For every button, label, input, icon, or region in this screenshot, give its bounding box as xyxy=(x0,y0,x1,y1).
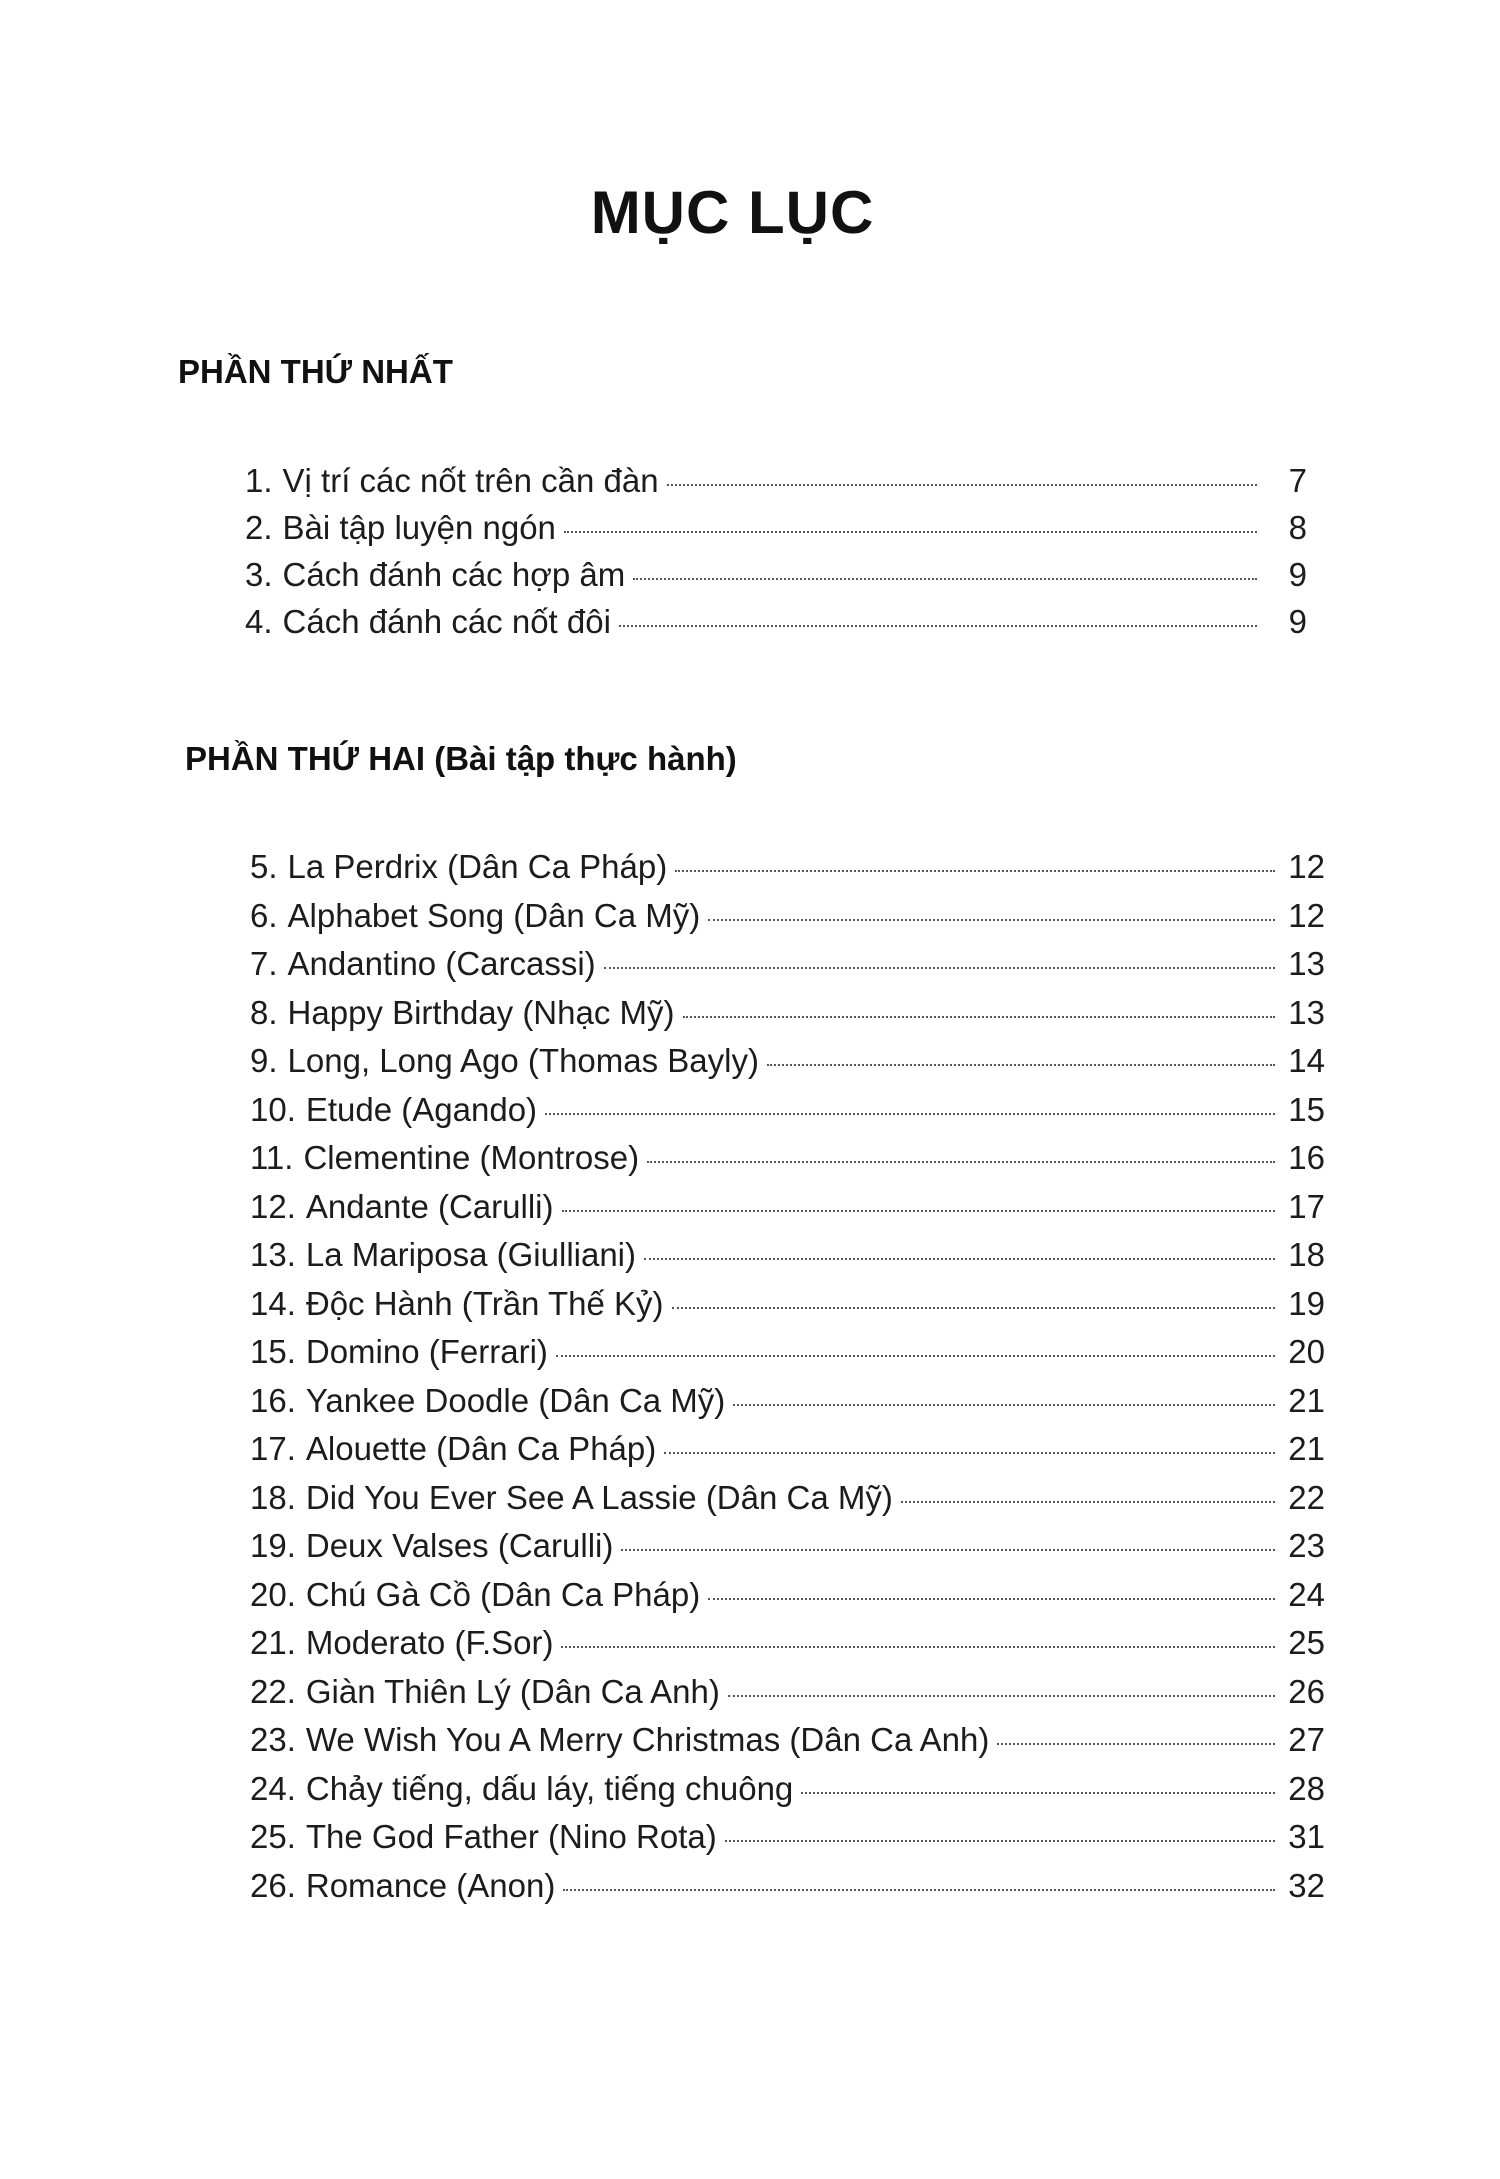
toc-entry-page-number: 13 xyxy=(1288,993,1325,1031)
dot-leader xyxy=(563,1889,1275,1891)
toc-entry-number: 6. xyxy=(250,896,278,934)
dot-leader xyxy=(733,1404,1275,1406)
toc-entry-title: Domino (Ferrari) xyxy=(305,1333,548,1370)
dot-leader xyxy=(556,1355,1275,1357)
dot-leader xyxy=(619,625,1257,627)
toc-entry-number: 22. xyxy=(250,1672,296,1710)
dot-leader xyxy=(621,1549,1275,1551)
toc-entry-page-number: 13 xyxy=(1288,945,1325,982)
toc-entry-number: 25. xyxy=(250,1818,296,1855)
toc-entry xyxy=(250,1236,1325,1285)
dot-leader xyxy=(683,1016,1276,1018)
toc-entry-page-number: 18 xyxy=(1288,1236,1325,1273)
section-heading-part-two: PHẦN THỨ HAI (Bài tập thực hành) xyxy=(185,740,737,777)
toc-entry-page-number: 12 xyxy=(1288,896,1325,934)
dot-leader xyxy=(562,1210,1276,1212)
dot-leader xyxy=(604,967,1275,969)
toc-entry xyxy=(250,1721,1325,1770)
toc-entry-page-number: 16 xyxy=(1288,1139,1325,1176)
toc-entry xyxy=(250,994,1325,1043)
toc-entry-page-number: 17 xyxy=(1288,1187,1325,1225)
toc-entry-page-number: 26 xyxy=(1288,1672,1325,1710)
toc-entry-title: The God Father (Nino Rota) xyxy=(305,1818,717,1855)
toc-entry xyxy=(250,1673,1325,1722)
toc-entry-page-number: 19 xyxy=(1288,1284,1325,1322)
toc-entry-number: 13. xyxy=(250,1236,296,1273)
toc-entry-number: 1. xyxy=(245,462,273,499)
toc-entry-title: Moderato (F.Sor) xyxy=(305,1624,554,1661)
toc-entry-number: 14. xyxy=(250,1284,296,1322)
dot-leader xyxy=(647,1161,1275,1163)
toc-list-part-two xyxy=(250,848,1325,1915)
toc-entry-title: Độc Hành (Trần Thế Kỷ) xyxy=(305,1284,664,1322)
dot-leader xyxy=(901,1501,1275,1503)
toc-entry-title: Etude (Agando) xyxy=(305,1090,538,1128)
toc-entry-number: 23. xyxy=(250,1721,296,1758)
toc-entry xyxy=(250,1285,1325,1334)
toc-entry-page-number: 9 xyxy=(1288,603,1307,640)
toc-entry-page-number: 21 xyxy=(1288,1381,1325,1419)
toc-entry-title: Did You Ever See A Lassie (Dân Ca Mỹ) xyxy=(305,1478,893,1516)
toc-entry-title: Cách đánh các hợp âm xyxy=(282,556,626,593)
toc-entry-number: 16. xyxy=(250,1381,296,1419)
dot-leader xyxy=(667,484,1257,486)
toc-entry xyxy=(250,1624,1325,1673)
toc-entry-title: Romance (Anon) xyxy=(305,1866,556,1904)
toc-entry xyxy=(250,1430,1325,1479)
toc-entry xyxy=(245,603,1307,650)
toc-entry-page-number: 12 xyxy=(1288,848,1325,885)
toc-entry xyxy=(250,897,1325,946)
toc-entry-title: Alphabet Song (Dân Ca Mỹ) xyxy=(287,896,701,934)
toc-entry xyxy=(250,1188,1325,1237)
toc-entry-title: Cách đánh các nốt đôi xyxy=(282,603,611,640)
toc-entry-page-number: 9 xyxy=(1288,556,1307,593)
toc-entry-title: Yankee Doodle (Dân Ca Mỹ) xyxy=(305,1381,726,1419)
toc-entry xyxy=(250,945,1325,994)
toc-entry-number: 24. xyxy=(250,1769,296,1807)
toc-entry-title: Andantino (Carcassi) xyxy=(287,945,596,982)
toc-entry-page-number: 14 xyxy=(1288,1042,1325,1079)
toc-entry xyxy=(245,462,1307,509)
dot-leader xyxy=(997,1743,1275,1745)
dot-leader xyxy=(644,1258,1275,1260)
toc-entry xyxy=(250,848,1325,897)
toc-entry-number: 20. xyxy=(250,1575,296,1613)
toc-entry-title: Chảy tiếng, dấu láy, tiếng chuông xyxy=(305,1769,794,1807)
dot-leader xyxy=(767,1064,1275,1066)
toc-entry-number: 3. xyxy=(245,556,273,593)
toc-entry-page-number: 23 xyxy=(1288,1527,1325,1564)
toc-entry-page-number: 27 xyxy=(1288,1721,1325,1758)
toc-entry xyxy=(250,1867,1325,1916)
toc-entry-number: 2. xyxy=(245,509,273,546)
toc-entry-number: 18. xyxy=(250,1478,296,1516)
toc-entry-page-number: 28 xyxy=(1288,1769,1325,1807)
toc-entry-title: Alouette (Dân Ca Pháp) xyxy=(305,1430,657,1467)
toc-entry-page-number: 21 xyxy=(1288,1430,1325,1467)
dot-leader xyxy=(708,919,1275,921)
toc-entry-page-number: 8 xyxy=(1288,509,1307,546)
dot-leader xyxy=(708,1598,1275,1600)
toc-entry-title: Giàn Thiên Lý (Dân Ca Anh) xyxy=(305,1672,720,1710)
dot-leader xyxy=(672,1307,1275,1309)
toc-entry xyxy=(250,1527,1325,1576)
dot-leader xyxy=(545,1113,1275,1115)
toc-entry-title: La Mariposa (Giulliani) xyxy=(305,1236,637,1273)
dot-leader xyxy=(664,1452,1275,1454)
toc-entry-number: 21. xyxy=(250,1624,296,1661)
dot-leader xyxy=(633,578,1257,580)
toc-entry-number: 7. xyxy=(250,945,278,982)
toc-entry-page-number: 7 xyxy=(1288,462,1307,499)
toc-entry-page-number: 25 xyxy=(1288,1624,1325,1661)
toc-entry-number: 15. xyxy=(250,1333,296,1370)
toc-entry-title: Andante (Carulli) xyxy=(305,1187,554,1225)
toc-entry-number: 4. xyxy=(245,603,273,640)
dot-leader xyxy=(728,1695,1275,1697)
toc-entry-number: 8. xyxy=(250,993,278,1031)
dot-leader xyxy=(725,1840,1275,1842)
section-heading-part-one: PHẦN THỨ NHẤT xyxy=(178,353,453,390)
toc-entry-number: 5. xyxy=(250,848,278,885)
toc-entry-title: Chú Gà Cồ (Dân Ca Pháp) xyxy=(305,1575,701,1613)
toc-entry-page-number: 20 xyxy=(1288,1333,1325,1370)
toc-entry-page-number: 31 xyxy=(1288,1818,1325,1855)
toc-entry xyxy=(250,1091,1325,1140)
toc-entry-number: 10. xyxy=(250,1090,296,1128)
dot-leader xyxy=(564,531,1257,533)
toc-entry-number: 12. xyxy=(250,1187,296,1225)
dot-leader xyxy=(561,1646,1275,1648)
toc-entry-number: 11. xyxy=(250,1139,294,1176)
dot-leader xyxy=(675,870,1275,872)
toc-entry xyxy=(250,1770,1325,1819)
toc-entry-number: 19. xyxy=(250,1527,296,1564)
toc-entry-title: Deux Valses (Carulli) xyxy=(305,1527,614,1564)
toc-entry-title: La Perdrix (Dân Ca Pháp) xyxy=(287,848,668,885)
toc-entry-page-number: 15 xyxy=(1288,1090,1325,1128)
toc-entry-number: 9. xyxy=(250,1042,278,1079)
toc-entry-title: Clementine (Montrose) xyxy=(303,1139,640,1176)
toc-entry-title: Happy Birthday (Nhạc Mỹ) xyxy=(287,993,675,1031)
toc-entry xyxy=(250,1818,1325,1867)
toc-entry-title: Long, Long Ago (Thomas Bayly) xyxy=(287,1042,759,1079)
toc-entry xyxy=(250,1576,1325,1625)
toc-entry xyxy=(250,1042,1325,1091)
toc-entry xyxy=(250,1382,1325,1431)
toc-entry-number: 26. xyxy=(250,1866,296,1904)
page-title: MỤC LỤC xyxy=(590,179,875,246)
toc-entry-page-number: 24 xyxy=(1288,1575,1325,1613)
toc-entry xyxy=(250,1333,1325,1382)
toc-entry xyxy=(250,1139,1325,1188)
toc-entry-page-number: 22 xyxy=(1288,1478,1325,1516)
toc-entry xyxy=(250,1479,1325,1528)
toc-entry-title: Bài tập luyện ngón xyxy=(282,509,556,546)
toc-entry-page-number: 32 xyxy=(1288,1866,1325,1904)
toc-entry-title: We Wish You A Merry Christmas (Dân Ca Anh) xyxy=(305,1721,990,1758)
toc-list-part-one xyxy=(245,462,1307,650)
toc-entry xyxy=(245,556,1307,603)
toc-entry-number: 17. xyxy=(250,1430,296,1467)
toc-entry-title: Vị trí các nốt trên cần đàn xyxy=(282,462,659,499)
toc-entry xyxy=(245,509,1307,556)
dot-leader xyxy=(801,1792,1275,1794)
